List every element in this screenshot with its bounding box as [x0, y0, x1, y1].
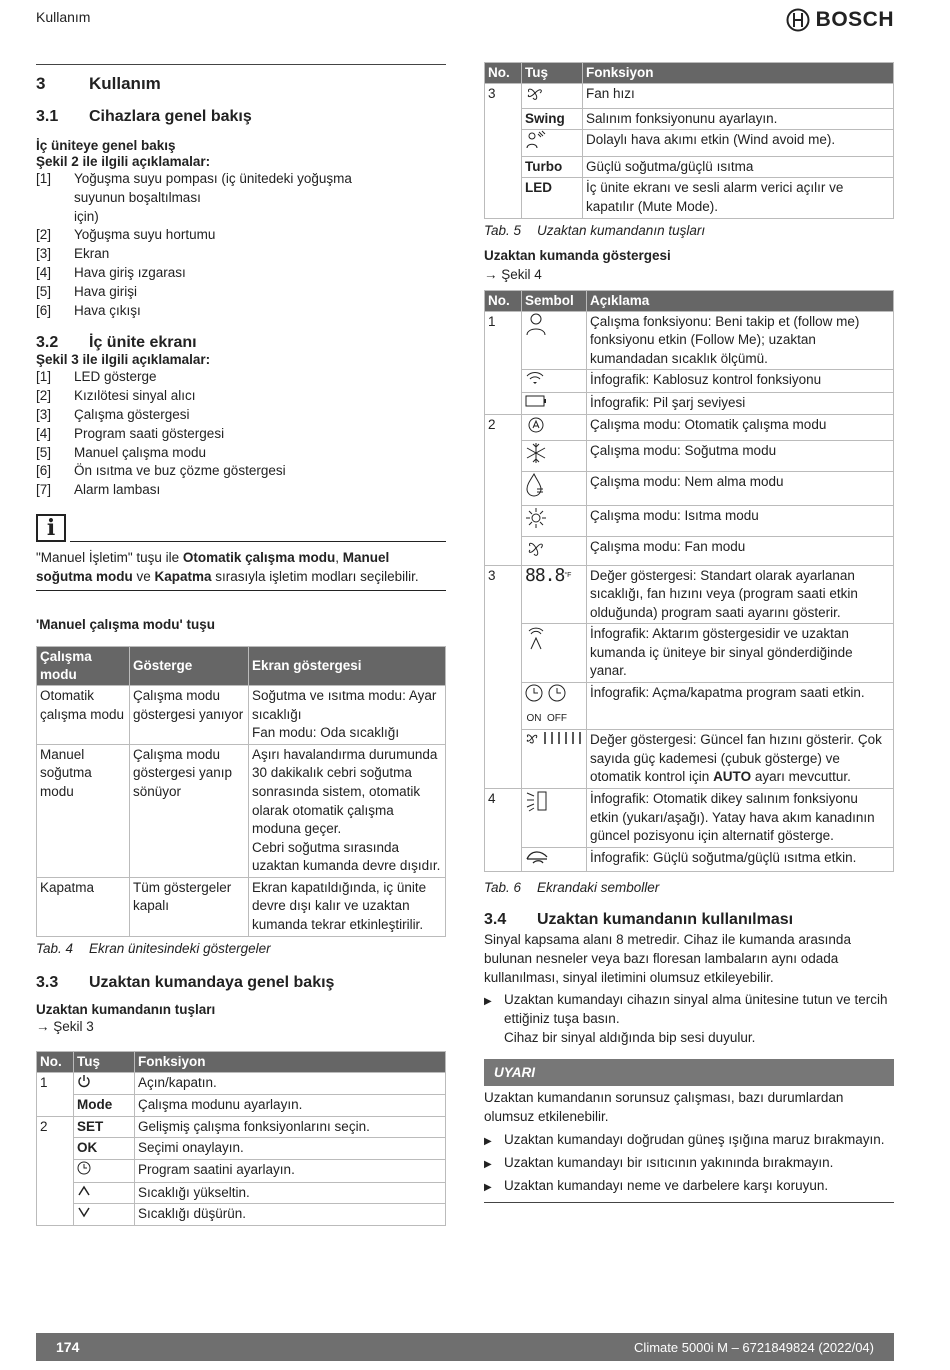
list-item: [3] Çalışma göstergesi — [36, 406, 190, 422]
turbo-icon — [525, 849, 549, 865]
warning-header: UYARI — [484, 1059, 894, 1086]
table-row: Program saatini ayarlayın. — [37, 1160, 446, 1183]
list-item: [6] Hava çıkışı — [36, 302, 141, 318]
remote-keys-table-part1: No. Tuş Fonksiyon 1 Açın/kapatın. Mode Çalışma modunu ayarlayın. 2 SET Gelişmiş çalışma fonksiyonlarını seçin. OK Seçimi onaylayın. Program saatini ayarlayın. Sıcaklığı yükseltin. Sıcaklığı düşürün. — [36, 1051, 446, 1226]
section-3-2-title: 3.2 İç ünite ekranı — [36, 334, 197, 352]
table-4-caption: Tab. 4 Ekran ünitesindeki göstergeler — [36, 940, 271, 956]
manual-key-heading: 'Manuel çalışma modu' tuşu — [36, 616, 215, 632]
table-row: İnfografik: Kablosuz kontrol fonksiyonu — [485, 370, 894, 393]
sun-icon — [525, 507, 547, 529]
remote-display-heading: Uzaktan kumanda göstergesi — [484, 247, 671, 263]
timer-on-off-icon: ON OFF — [525, 684, 583, 728]
figure-3-reference: → Şekil 3 — [36, 1018, 94, 1034]
table-row: 3 Fan hızı — [485, 84, 894, 109]
instruction-step: ▶ Uzaktan kumandayı cihazın sinyal alma ünitesine tutun ve tercih ettiğiniz tuşa basın. — [484, 992, 888, 1027]
table-row: Manuel soğutma modu Çalışma modu göstergesi yanıp sönüyor Aşırı havalandırma durumunda 30 dakikalık cebri soğutma sonrasında sistem, otomatik olarak otomatik çalışma moduna geçer. Cebri soğutma sırasında uzaktan kumanda devre dışıdır. — [37, 744, 446, 877]
list-item: [4] Program saati göstergesi — [36, 425, 225, 441]
chevron-down-icon — [77, 1206, 91, 1218]
chevron-up-icon — [77, 1185, 91, 1197]
list-item: [4] Hava giriş ızgarası — [36, 264, 186, 280]
table-row: Çalışma modu: Isıtma modu — [485, 506, 894, 537]
remote-keys-heading: Uzaktan kumandanın tuşları — [36, 1001, 216, 1017]
fan-mode-icon — [525, 538, 547, 558]
clock-icon — [548, 684, 566, 702]
table-row: OK Seçimi onaylayın. — [37, 1138, 446, 1160]
section-3-4-title: 3.4 Uzaktan kumandanın kullanılması — [484, 911, 794, 929]
table-row: LED İç ünite ekranı ve sesli alarm verici açılır ve kapatılır (Mute Mode). — [485, 178, 894, 218]
fan-speed-icon — [525, 731, 583, 745]
fan-icon — [525, 85, 545, 101]
warning-text: Uzaktan kumandanın sorunsuz çalışması, bazı durumlardan olumsuz etkilenebilir. — [484, 1090, 844, 1125]
list-item: [1] LED gösterge — [36, 369, 157, 385]
figure-3-heading: Şekil 3 ile ilgili açıklamalar: — [36, 352, 211, 368]
document-id: Climate 5000i M – 6721849824 (2022/04) — [634, 1339, 874, 1355]
page-footer — [36, 1333, 894, 1361]
table-row: İnfografik: Aktarım göstergesidir ve uzaktan kumanda iç üniteye bir sinyal gönderdiğinde yanar. — [485, 624, 894, 683]
person-icon — [525, 313, 547, 335]
indoor-overview-heading: İç üniteye genel bakış — [36, 138, 176, 153]
table-5-caption: Tab. 5 Uzaktan kumandanın tuşları — [484, 222, 706, 238]
table-row: Çalışma modu: Fan modu — [485, 536, 894, 565]
list-item: için) — [74, 208, 99, 224]
brand-name: BOSCH — [815, 8, 894, 31]
display-indicators-table: Çalışma modu Gösterge Ekran göstergesi Otomatik çalışma modu Çalışma modu göstergesi yanıyor Soğutma ve ısıtma modu: Ayar sıcaklığı Fan modu: Oda sıcaklığı Manuel soğutma modu Çalışma modu göstergesi yanıp sönüyor Aşırı havalandırma durumunda 30 dakikalık cebri soğutma sonrasında sistem, otomatik olarak otomatik çalışma moduna geçer. Cebri soğutma sırasında uzaktan kumanda devre dışıdır. Kapatma Tüm göstergeler kapalı Ekran kapatıldığında, iç ünite devre dışı kalır ve uzaktan kumanda tekrar etkinleştirilir. — [36, 646, 446, 937]
table-row: 1 Çalışma fonksiyonu: Beni takip et (follow me) fonksiyonu etkin (Follow Me); uzaktan kumandadan sıcaklık ölçümü. — [485, 311, 894, 370]
battery-icon — [525, 395, 547, 407]
table-row: Kapatma Tüm göstergeler kapalı Ekran kapatıldığında, iç ünite devre dışı kalır ve uzaktan kumanda tekrar etkinleştirilir. — [37, 877, 446, 936]
info-text: "Manuel İşletim" tuşu ile Otomatik çalışma modu, Manuel soğutma modu ve Kapatma sırasıyla işletim modları seçilebilir. — [36, 549, 419, 584]
table-row: Çalışma modu: Nem alma modu — [485, 471, 894, 506]
list-item: [5] Manuel çalışma modu — [36, 444, 207, 460]
list-item: [1] Yoğuşma suyu pompası (iç ünitedeki yoğuşma suyunun boşaltılması — [36, 171, 352, 205]
page-number: 174 — [56, 1339, 80, 1355]
transmit-icon — [525, 625, 547, 651]
list-item: [7] Alarm lambası — [36, 482, 161, 498]
table-row: Sıcaklığı düşürün. — [37, 1204, 446, 1226]
table-row: 2 Çalışma modu: Otomatik çalışma modu — [485, 414, 894, 441]
clock-icon — [77, 1161, 91, 1175]
table-row: Mode Çalışma modunu ayarlayın. — [37, 1095, 446, 1117]
digits-icon: 88.8 — [525, 564, 565, 586]
table-row: 3 $88.8^{^\circ F}$ Değer göstergesi: Standart olarak ayarlanan sıcaklığı, fan hızını veya (program saati etkin olduğunda) program saati ayarını gösterir. — [485, 565, 894, 624]
table-row: ON OFF İnfografik: Açma/kapatma program saati etkin. — [485, 683, 894, 730]
snowflake-icon — [525, 442, 547, 464]
list-item: ▶ Uzaktan kumandayı neme ve darbelere karşı koruyun. — [484, 1178, 829, 1194]
list-item: [2] Kızılötesi sinyal alıcı — [36, 388, 196, 404]
list-item: [2] Yoğuşma suyu hortumu — [36, 227, 216, 243]
drop-icon — [525, 473, 547, 499]
figure-2-heading: Şekil 2 ile ilgili açıklamalar: — [36, 154, 211, 169]
figure-3-legend — [36, 368, 446, 500]
table-row: Otomatik çalışma modu Çalışma modu göstergesi yanıyor Soğutma ve ısıtma modu: Ayar sıcaklığı Fan modu: Oda sıcaklığı — [37, 685, 446, 744]
section-3-3-title: 3.3 Uzaktan kumandaya genel bakış — [36, 973, 335, 991]
wind-avoid-icon — [525, 131, 547, 149]
table-row: Çalışma modu: Soğutma modu — [485, 441, 894, 472]
remote-keys-table-part2: No. Tuş Fonksiyon 3 Fan hızı Swing Salınım fonksiyonunu ayarlayın. Dolaylı hava akımı etkin (Wind avoid me). Turbo Güçlü soğutma/güçlü ısıtma LED İç ünite ekranı ve sesli alarm verici açılır ve kapatılır (Mute Mode). — [484, 62, 894, 219]
list-item: [5] Hava girişi — [36, 283, 138, 299]
running-header: Kullanım — [36, 9, 91, 25]
figure-2-legend — [36, 170, 446, 320]
auto-mode-icon — [525, 416, 547, 434]
right-column — [484, 62, 894, 1203]
section-3-title: 3 Kullanım — [36, 74, 161, 93]
clock-icon — [525, 684, 543, 702]
info-icon: i — [36, 514, 66, 542]
display-symbols-table: No. Sembol Açıklama 1 Çalışma fonksiyonu: Beni takip et (follow me) fonksiyonu etkin (Follow Me); uzaktan kumandadan sıcaklık ölçümü. İnfografik: Kablosuz kontrol fonksiyonu İnfografik: Pil şarj seviyesi 2 Çalışma modu: Otomatik çalışma modu Çalışma modu: Soğutma modu Çalışma modu: Nem alma modu Çalışma modu: Isıtma modu Çalışma modu: Fan modu 3 $88.8^{^\circ F}$ Değer göstergesi: Standart olarak ayarlanan sıcaklığı, fan hızını veya (program saati etkin olduğunda) program saati ayarını gösterir. İnfografik: Aktarım göstergesidir ve uzaktan kumanda iç üniteye bir sinyal gönderdiğinde yanar. ON OFF İnfografik: Açma/kapatma program saati etkin. Değer göstergesi: Güncel fan hızını gösterir. Çok sayıda güç kademesi (çubuk gösterge) ve otomatik kontrol için AUTO ayarı mevcuttur. 4 İnfografik: Otomatik dikey salınım fonksiyonu etkin (yukarı/aşağı). Yatay hava akım kanadının güncel pozisyonu için alternatif gösterge. İnfografik: Güçlü soğutma/güçlü ısıtma etkin. — [484, 290, 894, 873]
section-3-1-title: 3.1 Cihazlara genel bakış — [36, 108, 252, 125]
list-item: [6] Ön ısıtma ve buz çözme göstergesi — [36, 463, 286, 479]
bosch-logo — [786, 8, 894, 32]
figure-4-reference: → Şekil 4 — [484, 266, 542, 282]
wifi-icon — [525, 371, 545, 385]
bosch-armature-icon — [786, 8, 810, 32]
table-row: Swing Salınım fonksiyonunu ayarlayın. — [485, 108, 894, 130]
list-item: ▶ Uzaktan kumandayı bir ısıtıcının yakınında bırakmayın. — [484, 1155, 834, 1171]
table-6-caption: Tab. 6 Ekrandaki semboller — [484, 880, 660, 896]
table-row: 4 İnfografik: Otomatik dikey salınım fonksiyonu etkin (yukarı/aşağı). Yatay hava akım kanadının güncel pozisyonu için alternatif gösterge. — [485, 789, 894, 848]
table-row: Sıcaklığı yükseltin. — [37, 1182, 446, 1204]
instruction-result: Cihaz bir sinyal aldığında bip sesi duyulur. — [504, 1030, 756, 1046]
table-row: İnfografik: Pil şarj seviyesi — [485, 392, 894, 414]
table-row: Dolaylı hava akımı etkin (Wind avoid me). — [485, 130, 894, 157]
swing-icon — [525, 790, 549, 814]
list-item: ▶ Uzaktan kumandayı doğrudan güneş ışığına maruz bırakmayın. — [484, 1132, 885, 1148]
remote-use-intro: Sinyal kapsama alanı 8 metredir. Cihaz ile kumanda arasında bulunan nesneler veya bazı floresan lambaların aynı odada kullanılması, sinyal iletimini olumsuz etkileyebilir. — [484, 932, 851, 986]
table-row: Değer göstergesi: Güncel fan hızını gösterir. Çok sayıda güç kademesi (çubuk gösterge) ve otomatik kontrol için AUTO ayarı mevcuttur. — [485, 730, 894, 789]
left-column — [36, 64, 446, 1226]
table-row: Turbo Güçlü soğutma/güçlü ısıtma — [485, 156, 894, 178]
table-row: 1 Açın/kapatın. — [37, 1072, 446, 1095]
table-row: 2 SET Gelişmiş çalışma fonksiyonlarını seçin. — [37, 1116, 446, 1138]
table-row: İnfografik: Güçlü soğutma/güçlü ısıtma etkin. — [485, 847, 894, 872]
info-note — [36, 514, 446, 542]
list-item: [3] Ekran — [36, 246, 110, 262]
power-icon — [77, 1074, 91, 1088]
